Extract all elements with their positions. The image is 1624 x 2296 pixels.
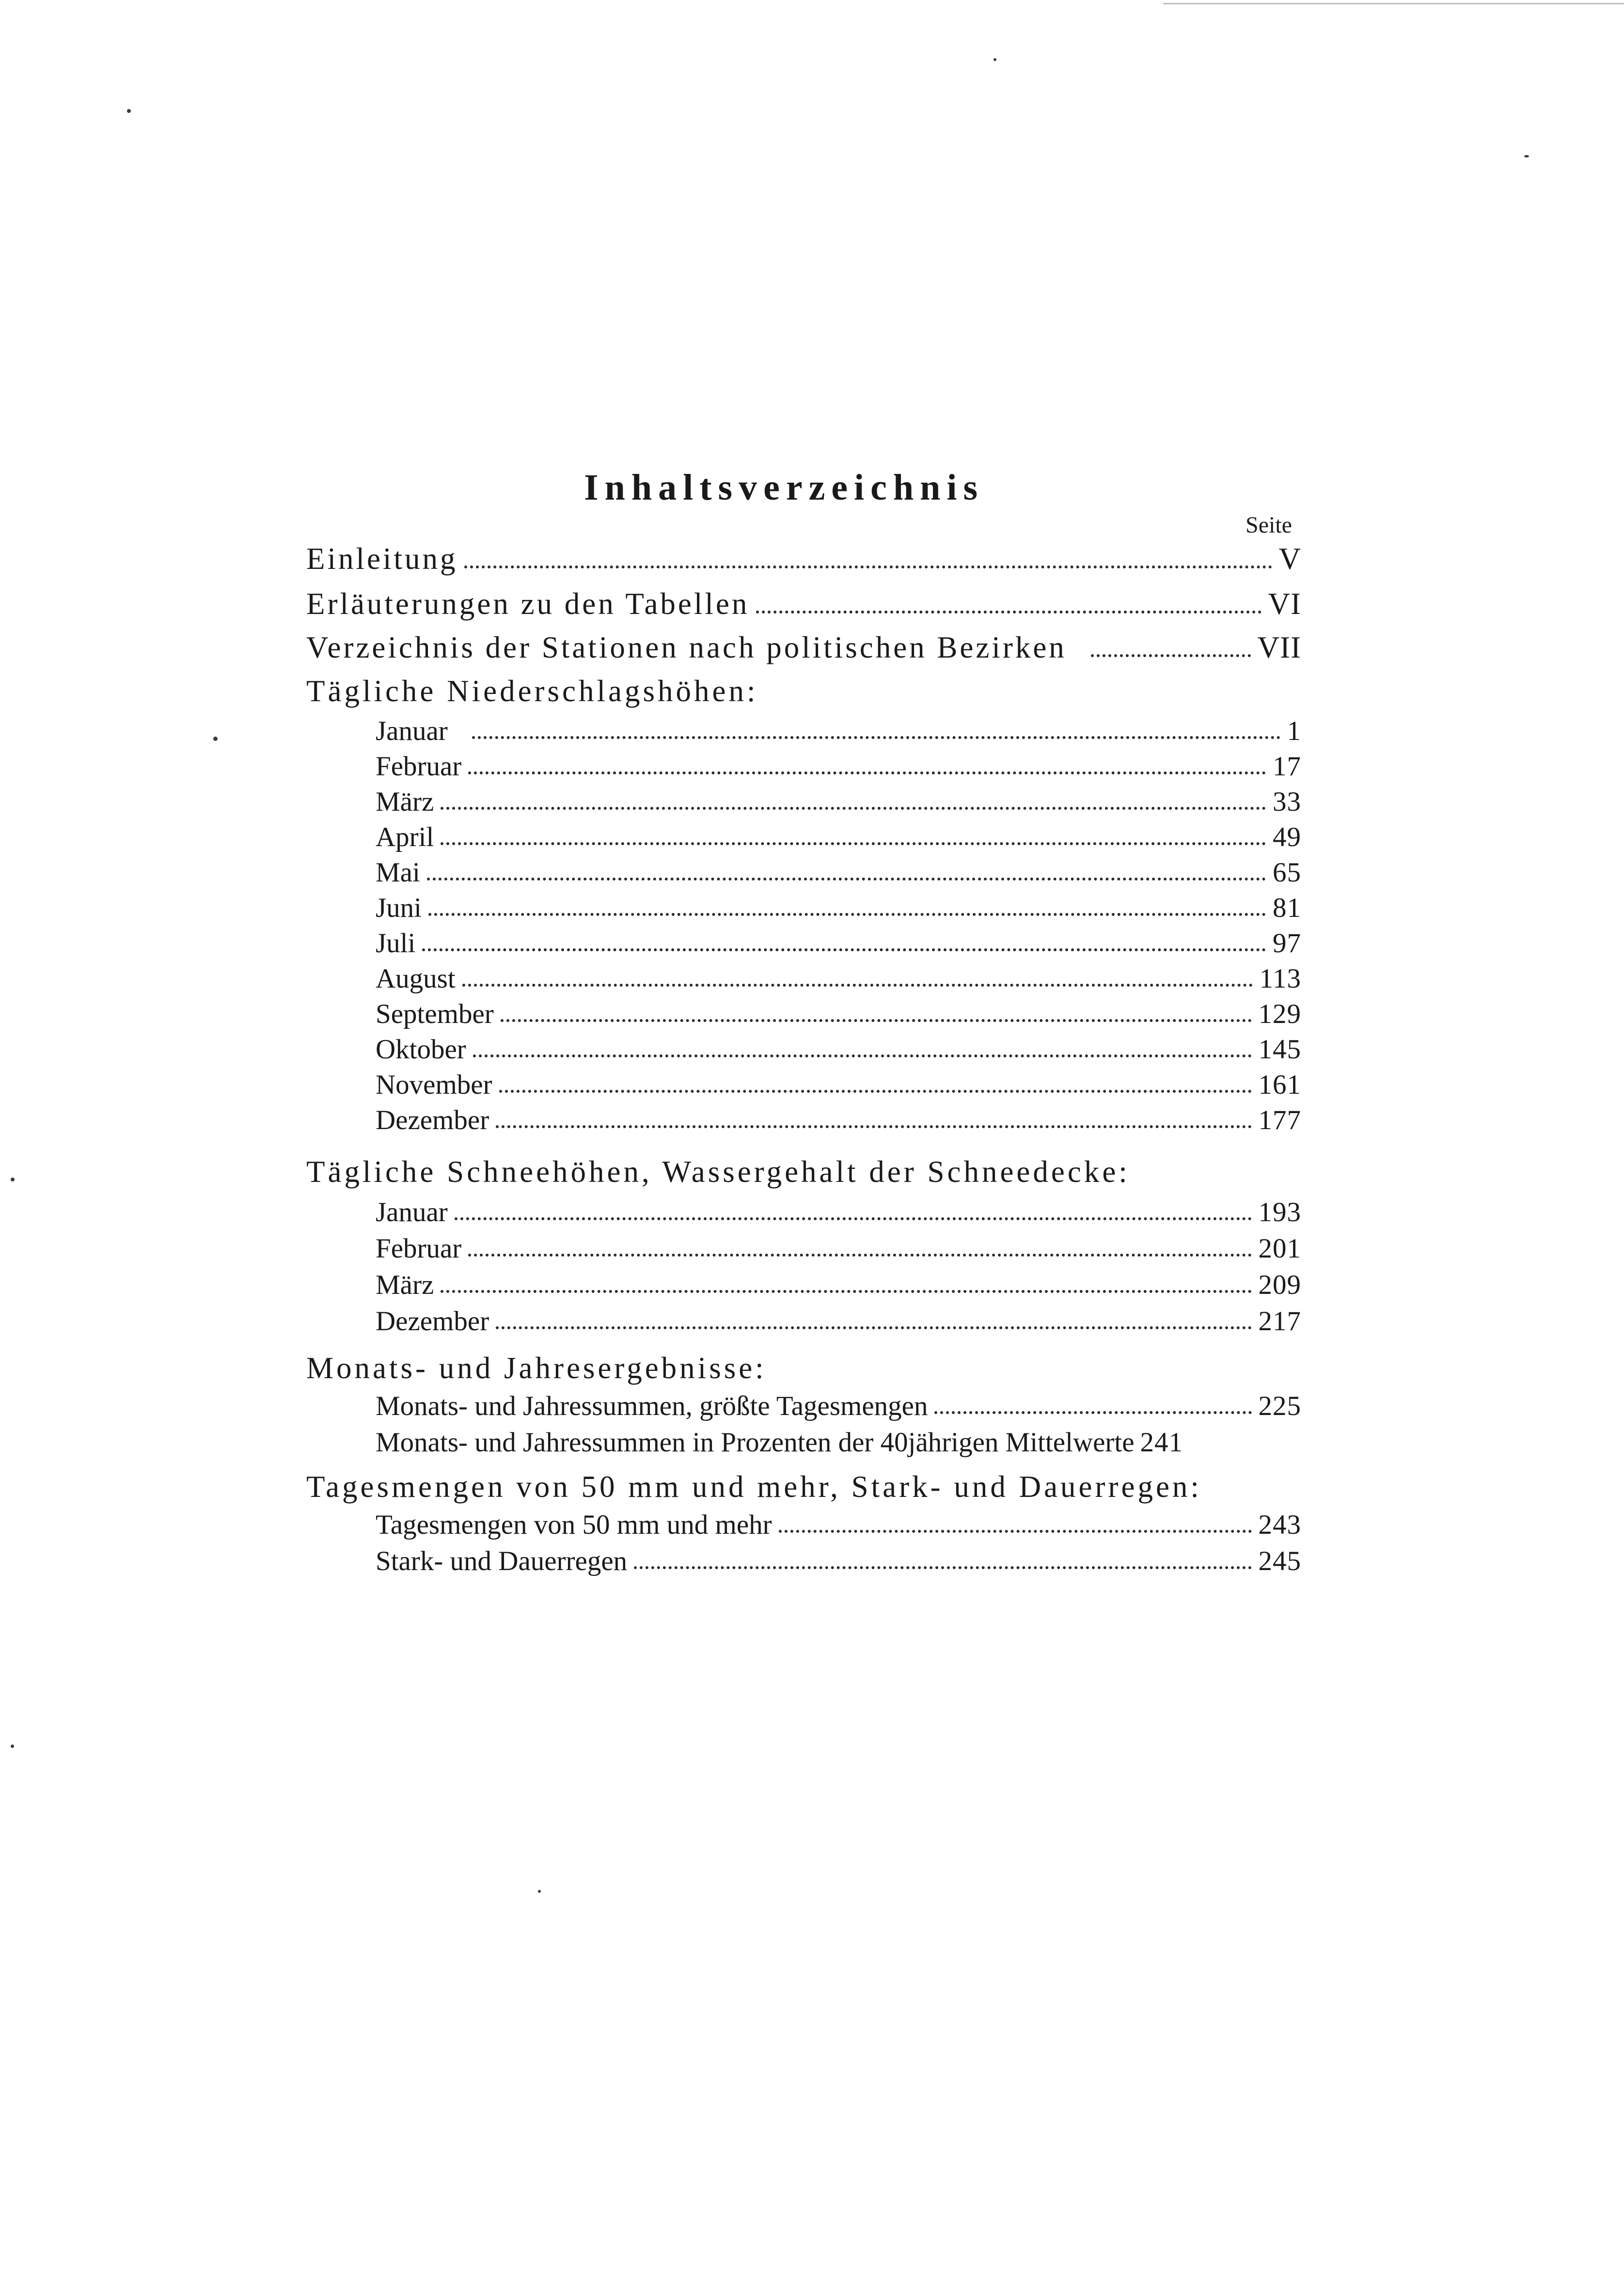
toc-entry-label: Oktober — [376, 1034, 466, 1065]
toc-section-heading — [306, 1148, 1301, 1187]
scan-speck — [538, 1890, 541, 1893]
toc-entry-label: September — [376, 999, 494, 1029]
toc-entry-page: 65 — [1273, 857, 1301, 888]
toc-entry-label: Einleitung — [306, 542, 458, 576]
page-column-header: Seite — [1246, 512, 1292, 538]
section-heading-label: Tagesmengen von 50 mm und mehr, Stark- und Dauerregen: — [306, 1470, 1202, 1504]
toc-entry[interactable] — [376, 706, 1301, 745]
dot-leader — [634, 1566, 1251, 1569]
dot-leader — [441, 842, 1266, 845]
toc-entry[interactable] — [376, 1296, 1301, 1335]
toc-entry[interactable] — [376, 1060, 1301, 1099]
toc-entry-page: 245 — [1258, 1546, 1301, 1576]
toc-entry-label: Verzeichnis der Stationen nach politischen Bezirken — [306, 630, 1067, 664]
toc-entry-page: 17 — [1273, 751, 1301, 782]
dot-leader — [455, 1217, 1252, 1220]
toc-entry-label: Mai — [376, 857, 420, 888]
toc-entry-page: 81 — [1273, 893, 1301, 923]
toc-entry-label: November — [376, 1069, 492, 1100]
dot-leader — [1091, 654, 1251, 657]
toc-entry-page: V — [1278, 542, 1301, 576]
section-heading-label: Monats- und Jahresergebnisse: — [306, 1351, 767, 1385]
toc-entry-page: VI — [1268, 587, 1301, 621]
toc-section-heading — [306, 668, 1301, 707]
toc-entry-label: Januar — [376, 716, 448, 746]
toc-entry-page: 33 — [1273, 786, 1301, 817]
toc-entry-page: VII — [1257, 630, 1301, 664]
dot-leader — [756, 611, 1261, 613]
toc-entry[interactable] — [376, 989, 1301, 1028]
dot-leader — [422, 948, 1266, 951]
dot-leader — [779, 1530, 1252, 1533]
toc-entry-label: Juli — [376, 928, 416, 959]
toc-entry-page: 1 — [1287, 716, 1301, 746]
toc-entry-page: 145 — [1258, 1034, 1301, 1065]
toc-entry[interactable] — [376, 812, 1301, 851]
toc-entry-label: Monats- und Jahressummen in Prozenten der 40jährigen Mittelwerte — [376, 1427, 1135, 1458]
toc-entry-page: 129 — [1258, 999, 1301, 1029]
dot-leader — [428, 913, 1266, 916]
toc-entry-label: Februar — [376, 751, 462, 782]
dot-leader — [462, 984, 1253, 987]
toc-entry-page: 193 — [1258, 1197, 1301, 1227]
toc-entry[interactable] — [376, 1536, 1301, 1575]
toc-entry-label: Stark- und Dauerregen — [376, 1546, 628, 1576]
toc-entry[interactable] — [376, 848, 1301, 886]
toc-entry[interactable] — [306, 624, 1301, 663]
toc-entry[interactable] — [376, 1224, 1301, 1262]
toc-entry[interactable] — [306, 581, 1301, 619]
toc-entry-page: 243 — [1258, 1510, 1301, 1540]
section-heading-label: Tägliche Schneehöhen, Wassergehalt der Schneedecke: — [306, 1155, 1130, 1189]
dot-leader — [496, 1125, 1251, 1128]
scan-speck — [993, 58, 996, 61]
toc-entry[interactable] — [376, 1500, 1301, 1539]
toc-entry-label: Dezember — [376, 1306, 489, 1337]
toc-entry-label: März — [376, 1270, 434, 1300]
toc-entry[interactable] — [376, 1095, 1301, 1134]
toc-entry-page: 49 — [1273, 822, 1301, 852]
page-title: Inhaltsverzeichnis — [584, 467, 984, 508]
toc-section-heading — [306, 1463, 1301, 1502]
toc-entry-page: 113 — [1259, 963, 1301, 994]
toc-entry-label: Dezember — [376, 1105, 489, 1135]
toc-entry-label: Februar — [376, 1233, 462, 1264]
toc-entry-page: 201 — [1258, 1233, 1301, 1264]
dot-leader — [472, 736, 1280, 739]
dot-leader — [934, 1411, 1251, 1414]
toc-entry-label: Tagesmengen von 50 mm und mehr — [376, 1510, 772, 1540]
dot-leader — [501, 1019, 1252, 1022]
scan-speck — [11, 1745, 14, 1748]
toc-entry-page: 161 — [1258, 1069, 1301, 1100]
section-heading-label: Tägliche Niederschlagshöhen: — [306, 674, 758, 708]
toc-entry[interactable] — [306, 535, 1301, 574]
dot-leader — [441, 1290, 1251, 1293]
toc-entry[interactable] — [376, 1260, 1301, 1299]
toc-entry[interactable] — [376, 918, 1301, 957]
toc-entry-label: Januar — [376, 1197, 448, 1227]
dot-leader — [464, 566, 1272, 568]
toc-entry[interactable] — [376, 1024, 1301, 1063]
scan-speck — [11, 1178, 15, 1181]
toc-entry-label: April — [376, 822, 434, 852]
dot-leader — [496, 1326, 1251, 1329]
toc-entry-label: Juni — [376, 893, 422, 923]
scan-speck — [1524, 155, 1529, 157]
toc-section-heading — [306, 1345, 1301, 1384]
dot-leader — [427, 878, 1266, 881]
scan-speck — [213, 737, 218, 741]
toc-entry[interactable] — [376, 741, 1301, 780]
scan-speck — [127, 109, 131, 113]
toc-entry[interactable] — [376, 1417, 1301, 1456]
dot-leader — [468, 771, 1266, 774]
toc-entry-label: August — [376, 963, 456, 994]
toc-entry[interactable] — [376, 1187, 1301, 1226]
toc-entry-label: Erläuterungen zu den Tabellen — [306, 587, 750, 621]
toc-entry-page: 241 — [1140, 1427, 1183, 1458]
toc-entry-page: 209 — [1258, 1270, 1301, 1300]
dot-leader — [473, 1054, 1252, 1057]
toc-entry-page: 97 — [1273, 928, 1301, 959]
toc-entry-label: März — [376, 786, 434, 817]
toc-entry-label: Monats- und Jahressummen, größte Tagesmengen — [376, 1391, 928, 1421]
dot-leader — [499, 1090, 1252, 1093]
dot-leader — [468, 1254, 1251, 1257]
toc-entry-page: 177 — [1258, 1105, 1301, 1135]
toc-entry[interactable] — [376, 954, 1301, 992]
toc-entry-page: 225 — [1258, 1391, 1301, 1421]
dot-leader — [441, 807, 1266, 810]
toc-entry[interactable] — [376, 883, 1301, 922]
toc-entry[interactable] — [376, 1381, 1301, 1420]
toc-entry[interactable] — [376, 777, 1301, 816]
scan-edge-line — [1163, 3, 1624, 4]
toc-entry-page: 217 — [1258, 1306, 1301, 1337]
